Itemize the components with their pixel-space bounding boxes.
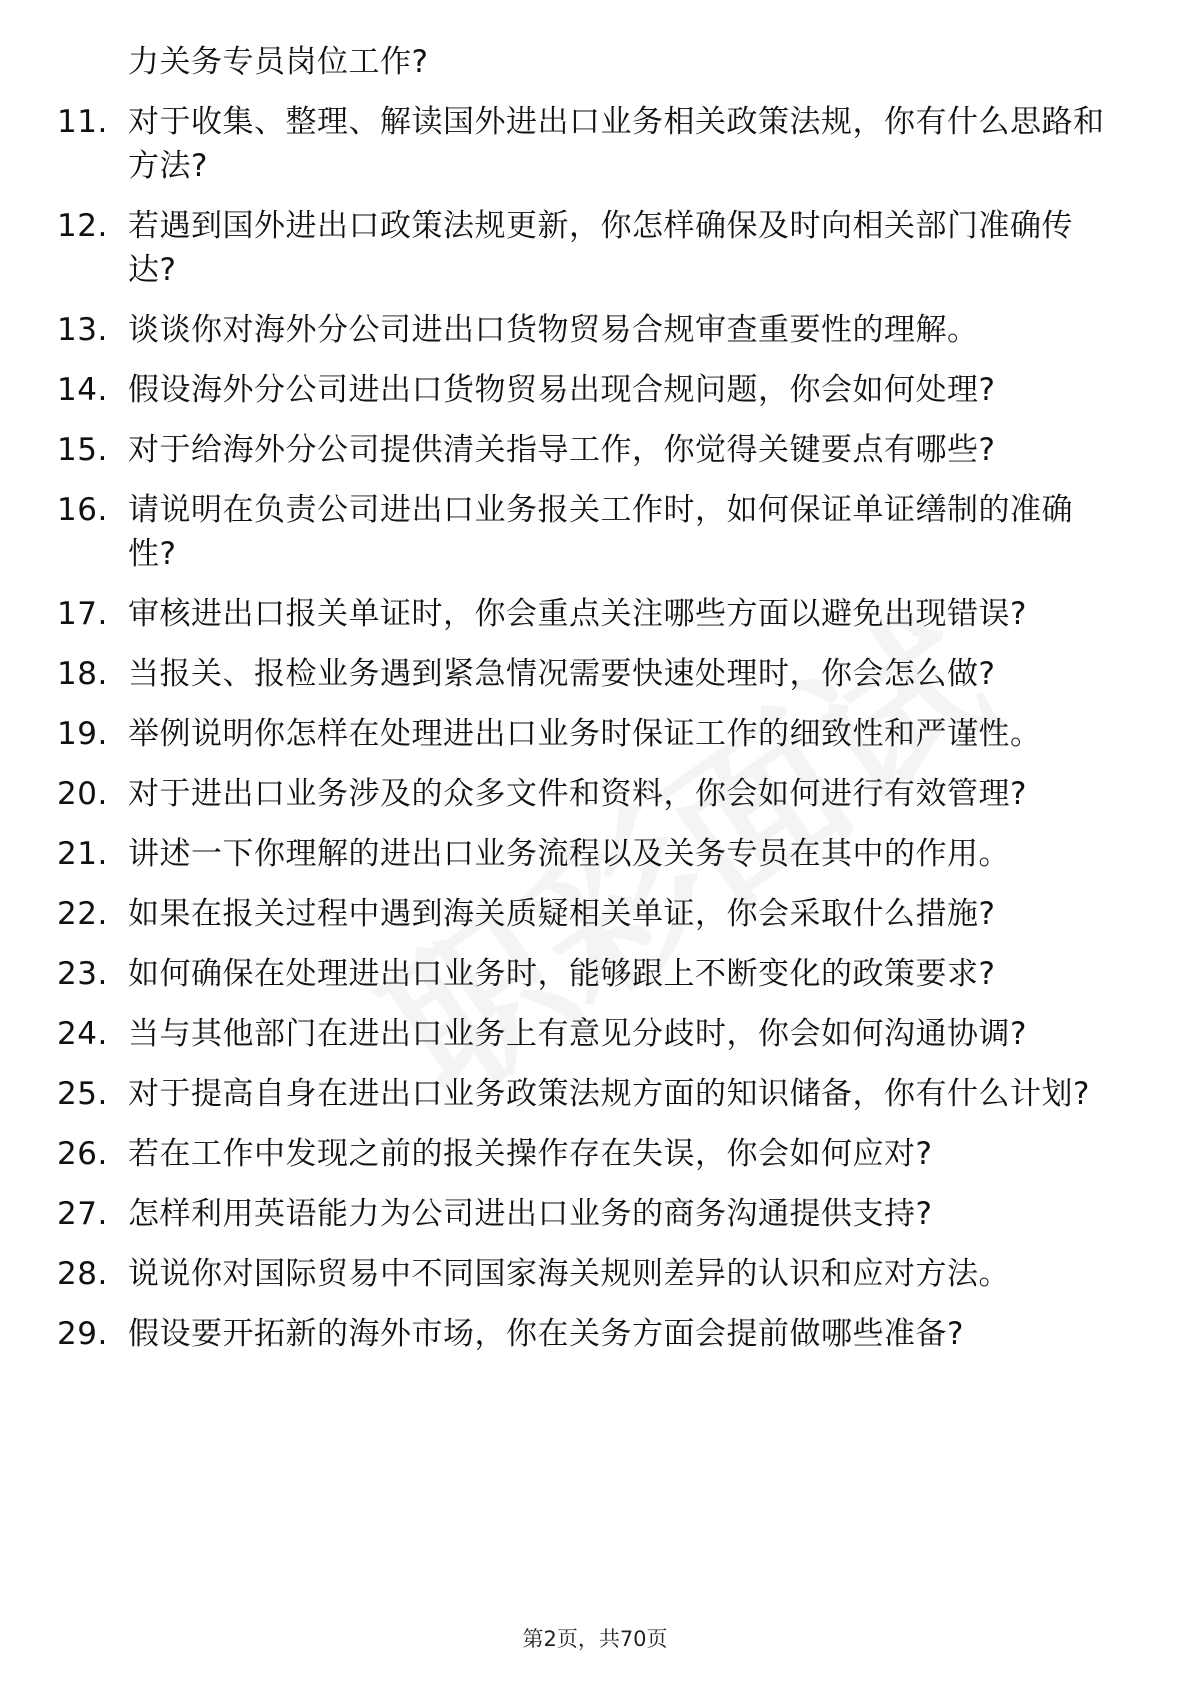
list-item	[0, 712, 1190, 756]
question-text: 当与其他部门在进出口业务上有意见分歧时，你会如何沟通协调?	[128, 1016, 1027, 1052]
list-item	[0, 652, 1190, 696]
question-text: 对于给海外分公司提供清关指导工作，你觉得关键要点有哪些?	[128, 432, 996, 468]
question-text: 说说你对国际贸易中不同国家海关规则差异的认识和应对方法。	[128, 1256, 1010, 1292]
question-number: 24.	[57, 1016, 108, 1052]
question-number: 26.	[57, 1136, 108, 1172]
question-number: 13.	[57, 312, 108, 348]
list-item	[0, 952, 1190, 996]
list-item	[0, 428, 1190, 472]
question-number: 21.	[57, 836, 108, 872]
question-text: 当报关、报检业务遇到紧急情况需要快速处理时，你会怎么做?	[128, 656, 996, 692]
question-number: 20.	[57, 776, 108, 812]
list-item	[0, 1012, 1190, 1056]
list-item-continuation	[0, 40, 1190, 84]
list-item	[0, 308, 1190, 352]
list-item	[0, 204, 1190, 292]
question-number: 11.	[57, 104, 108, 140]
question-text: 怎样利用英语能力为公司进出口业务的商务沟通提供支持?	[128, 1196, 933, 1232]
question-text: 假设海外分公司进出口货物贸易出现合规问题，你会如何处理?	[128, 372, 996, 408]
question-number: 22.	[57, 896, 108, 932]
question-number: 14.	[57, 372, 108, 408]
list-item	[0, 1192, 1190, 1236]
list-item	[0, 1312, 1190, 1356]
question-number: 18.	[57, 656, 108, 692]
question-text: 请说明在负责公司进出口业务报关工作时，如何保证单证缮制的准确性?	[128, 492, 1073, 572]
page-footer: 第2页，共70页	[522, 1627, 668, 1651]
question-number: 28.	[57, 1256, 108, 1292]
question-number: 16.	[57, 492, 108, 528]
question-text: 力关务专员岗位工作?	[128, 44, 429, 80]
question-number: 29.	[57, 1316, 108, 1352]
list-item	[0, 1072, 1190, 1116]
question-number: 15.	[57, 432, 108, 468]
question-number: 27.	[57, 1196, 108, 1232]
list-item	[0, 368, 1190, 412]
list-item	[0, 592, 1190, 636]
list-item	[0, 100, 1190, 188]
question-number: 17.	[57, 596, 108, 632]
list-item	[0, 772, 1190, 816]
question-text: 谈谈你对海外分公司进出口货物贸易合规审查重要性的理解。	[128, 312, 979, 348]
list-item	[0, 488, 1190, 576]
question-number: 19.	[57, 716, 108, 752]
question-text: 对于提高自身在进出口业务政策法规方面的知识储备，你有什么计划?	[128, 1076, 1090, 1112]
question-text: 如何确保在处理进出口业务时，能够跟上不断变化的政策要求?	[128, 956, 996, 992]
question-text: 讲述一下你理解的进出口业务流程以及关务专员在其中的作用。	[128, 836, 1010, 872]
question-text: 审核进出口报关单证时，你会重点关注哪些方面以避免出现错误?	[128, 596, 1027, 632]
list-item	[0, 892, 1190, 936]
question-text: 对于进出口业务涉及的众多文件和资料，你会如何进行有效管理?	[128, 776, 1027, 812]
question-number: 25.	[57, 1076, 108, 1112]
question-text: 对于收集、整理、解读国外进出口业务相关政策法规，你有什么思路和方法?	[128, 104, 1105, 184]
list-item	[0, 1132, 1190, 1176]
question-text: 若在工作中发现之前的报关操作存在失误，你会如何应对?	[128, 1136, 933, 1172]
list-item	[0, 832, 1190, 876]
question-text: 若遇到国外进出口政策法规更新，你怎样确保及时向相关部门准确传达?	[128, 208, 1073, 288]
question-text: 举例说明你怎样在处理进出口业务时保证工作的细致性和严谨性。	[128, 716, 1042, 752]
question-number: 23.	[57, 956, 108, 992]
question-text: 假设要开拓新的海外市场，你在关务方面会提前做哪些准备?	[128, 1316, 964, 1352]
list-item	[0, 1252, 1190, 1296]
question-number: 12.	[57, 208, 108, 244]
question-text: 如果在报关过程中遇到海关质疑相关单证，你会采取什么措施?	[128, 896, 996, 932]
question-list	[0, 40, 1190, 1372]
